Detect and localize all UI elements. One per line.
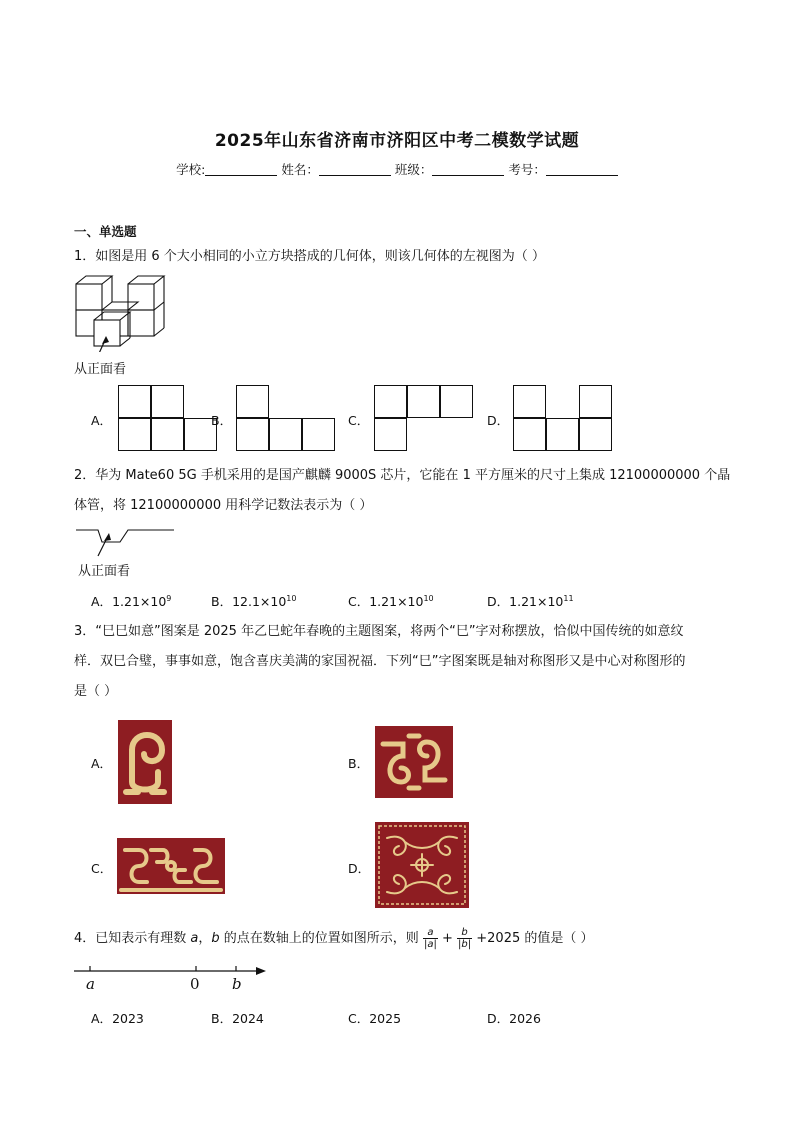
q1-option-d-figure (513, 385, 616, 452)
q1-option-c-figure (374, 385, 477, 452)
q3-stem-line2: 样．双巳合璧，事事如意，饱含喜庆美满的家国祝福．下列“巳”字图案既是轴对称图形又是中心对称图形的 (74, 654, 686, 669)
school-label: 学校: (176, 162, 206, 177)
q1-option-d-label[interactable]: D． (487, 413, 510, 428)
q2-option-d-exp: 11 (563, 593, 574, 603)
q4-axis-label-a: a (86, 975, 95, 993)
number-blank (546, 163, 618, 176)
q2-option-c[interactable] (348, 592, 434, 610)
q2-option-d-base: 1.21×10 (509, 594, 564, 609)
q1-option-b-label[interactable]: B． (211, 413, 233, 428)
q3-option-c-label[interactable]: C． (91, 861, 113, 876)
q4-fraction-b (457, 927, 472, 950)
q4-option-a-label: A． (91, 1011, 113, 1026)
q3-option-d-pattern (375, 822, 469, 908)
q3-option-a-pattern (118, 720, 172, 804)
q4-plus-sign: + (441, 931, 453, 946)
q3-option-a-label[interactable]: A． (91, 756, 113, 771)
q4-option-d-value: 2026 (509, 1011, 541, 1026)
q1-option-b-figure (236, 385, 339, 452)
q1-view-caption: 从正面看 (74, 362, 127, 377)
q3-option-b-label[interactable]: B． (348, 756, 370, 771)
q4-option-b-label: B． (211, 1011, 233, 1026)
school-blank (205, 163, 277, 176)
q4-stem-part2: 的点在数轴上的位置如图所示，则 (219, 931, 419, 946)
q4-option-c-label: C． (348, 1011, 370, 1026)
q4-axis-label-b: b (232, 975, 242, 993)
q3-stem-line3: 是（ ） (74, 684, 118, 699)
q3-option-c-pattern (117, 838, 225, 894)
q4-frac-a-num: a (423, 927, 438, 939)
q1-option-c-label[interactable]: C． (348, 413, 370, 428)
q4-stem-part1: 4．已知表示有理数 (74, 931, 191, 946)
page-title: 2025年山东省济南市济阳区中考二模数学试题 (214, 131, 580, 151)
q1-cube-figure (74, 272, 174, 352)
q1-stem: 1．如图是用 6 个大小相同的小立方块搭成的几何体，则该几何体的左视图为（ ） (74, 249, 545, 264)
q3-stem-line1: 3．“巳巳如意”图案是 2025 年乙巳蛇年春晚的主题图案，将两个“巳”字对称摆放，恰似中国传统的如意纹 (74, 624, 684, 639)
number-label: 考号： (508, 162, 546, 177)
q1-option-a-figure (118, 385, 188, 452)
q2-option-b-label: B． (211, 594, 233, 609)
section-heading: 一、单选题 (74, 224, 137, 239)
q2-option-b[interactable] (211, 592, 296, 610)
q4-stem-tail: +2025 的值是（ ） (476, 931, 594, 946)
q2-option-a-base: 1.21×10 (112, 594, 167, 609)
q3-option-b-pattern (375, 726, 453, 798)
q2-option-b-exp: 10 (286, 593, 297, 603)
q2-stem-line2: 体管，将 12100000000 用科学记数法表示为（ ） (74, 498, 373, 513)
q2-option-d[interactable] (487, 592, 574, 610)
q2-option-c-exp: 10 (423, 593, 434, 603)
q2-option-c-label: C． (348, 594, 370, 609)
q4-frac-a-den: |a| (423, 939, 437, 950)
q2-option-a-exp: 9 (166, 593, 172, 603)
q4-frac-b-num: b (457, 927, 472, 939)
q4-option-d-label: D． (487, 1011, 510, 1026)
class-blank (432, 163, 504, 176)
q4-option-b[interactable] (211, 1009, 264, 1027)
q2-option-a[interactable] (91, 592, 171, 610)
q4-fraction-a (423, 927, 438, 950)
q4-option-d[interactable] (487, 1009, 541, 1027)
class-label: 班级： (394, 162, 433, 177)
q4-frac-a-den-var: a (427, 939, 434, 950)
name-label: 姓名： (281, 162, 319, 177)
q2-option-a-label: A． (91, 594, 113, 609)
q4-number-line (72, 962, 272, 996)
q4-option-a[interactable] (91, 1009, 144, 1027)
q4-option-c-value: 2025 (369, 1011, 402, 1026)
q2-option-b-base: 12.1×10 (232, 594, 287, 609)
q4-option-b-value: 2024 (232, 1011, 264, 1026)
q2-stem-line1: 2．华为 Mate60 5G 手机采用的是国产麒麟 9000S 芯片，它能在 1 平方厘米的尺寸上集成 12100000000 个晶 (74, 468, 731, 483)
q3-option-d-label[interactable]: D． (348, 861, 371, 876)
q2-option-d-label: D． (487, 594, 510, 609)
q4-comma: ， (198, 931, 212, 946)
q4-stem (74, 924, 734, 954)
q4-var-b: b (211, 931, 220, 946)
q4-option-c[interactable] (348, 1009, 401, 1027)
q4-frac-b-den: |b| (458, 939, 472, 950)
name-blank (319, 163, 391, 176)
q4-option-a-value: 2023 (112, 1011, 144, 1026)
q2-option-c-base: 1.21×10 (369, 594, 424, 609)
q4-axis-label-zero: 0 (190, 975, 200, 993)
q1-option-a-label[interactable]: A． (91, 413, 113, 428)
q2-view-caption: 从正面看 (78, 564, 131, 579)
q4-var-a: a (190, 931, 199, 946)
q4-frac-b-den-var: b (461, 939, 468, 950)
q2-stray-figure (74, 524, 180, 560)
student-info-line (0, 160, 794, 178)
